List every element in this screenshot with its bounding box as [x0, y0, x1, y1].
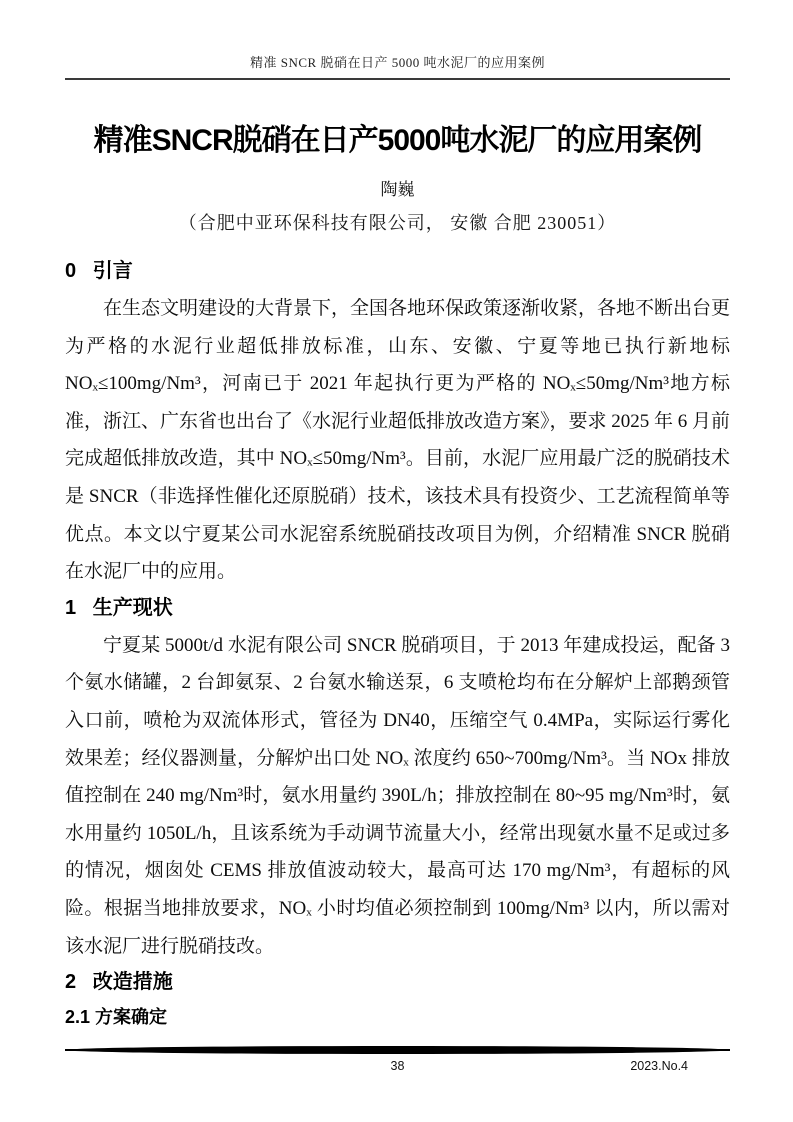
- footer-row: [65, 1057, 730, 1075]
- article-title: 精准SNCR脱硝在日产5000吨水泥厂的应用案例: [93, 124, 702, 157]
- footer-rule: [65, 1046, 730, 1054]
- page-footer: [65, 1046, 730, 1086]
- running-header-title: 精准 SNCR 脱硝在日产 5000 吨水泥厂的应用案例: [250, 55, 545, 70]
- author-affiliation: （合肥中亚环保科技有限公司， 安徽 合肥 230051）: [178, 213, 617, 233]
- section-heading-renovation-measures: 2 改造措施: [65, 971, 173, 994]
- section-heading-production-status: 1 生产现状: [65, 596, 173, 619]
- document-page: [65, 0, 730, 1122]
- running-header: [65, 54, 730, 80]
- section-heading-introduction: 0 引言: [65, 260, 133, 282]
- subsection-heading-scheme-determination: 2.1 方案确定: [65, 1007, 168, 1028]
- paragraph-introduction: 在生态文明建设的大背景下，全国各地环保政策逐渐收紧，各地不断出台更为严格的水泥行业超低排放标准，山东、安徽、宁夏等地已执行新地标NOₓ≤100mg/Nm³，河南已于 2021 年起执行更为严格的 NOₓ≤50mg/Nm³地方标准，浙江、广东省也出台了《水泥行业超低排放改造方案》，要求 2025 年 6 月前完成超低排放改造，其中 NOₓ≤50mg/Nm³。目前，水泥厂应用最广泛的脱硝技术是 SNCR（非选择性催化还原脱硝）技术，该技术具有投资少、工艺流程简单等优点。本文以宁夏某公司水泥窑系统脱硝技改项目为例，介绍精准 SNCR 脱硝在水泥厂中的应用。: [65, 298, 731, 583]
- journal-issue: 2023.No.4: [630, 1059, 688, 1073]
- footer-rule-tapered-line: [65, 1046, 730, 1054]
- author-name: 陶巍: [380, 180, 415, 199]
- paragraph-production-status: 宁夏某 5000t/d 水泥有限公司 SNCR 脱硝项目，于 2013 年建成投运，配备 3 个氨水储罐，2 台卸氨泵、2 台氨水输送泵，6 支喷枪均布在分解炉上部鹅颈管入口前，喷枪为双流体形式，管径为 DN40，压缩空气 0.4MPa，实际运行雾化效果差；经仪器测量，分解炉出口处 NOₓ 浓度约 650~700mg/Nm³。当 NOx 排放值控制在 240 mg/Nm³时，氨水用量约 390L/h；排放控制在 80~95 mg/Nm³时，氨水用量约 1050L/h，且该系统为手动调节流量大小，经常出现氨水量不足或过多的情况，烟囱处 CEMS 排放值波动较大，最高可达 170 mg/Nm³，有超标的风险。根据当地排放要求，NOₓ 小时均值必须控制到 100mg/Nm³ 以内，所以需对该水泥厂进行脱硝技改。: [65, 634, 730, 957]
- page-number: 38: [390, 1059, 405, 1073]
